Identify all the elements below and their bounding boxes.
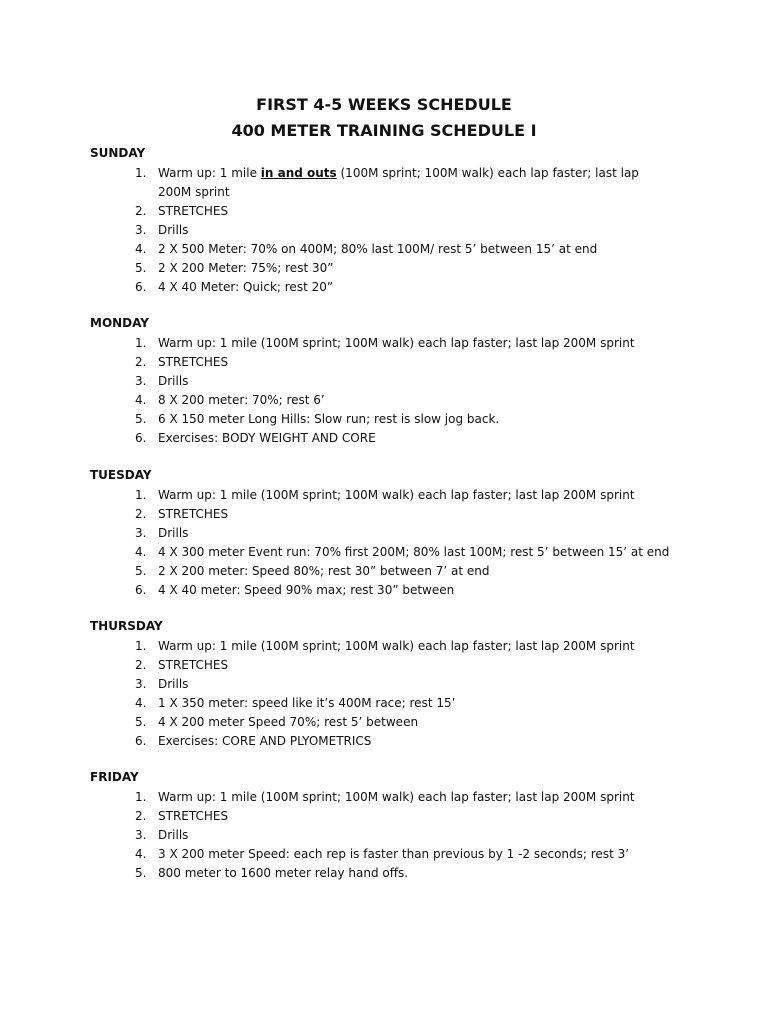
- item-number: 3.: [135, 526, 147, 540]
- item-text: Drills: [158, 223, 189, 237]
- item-number: 2.: [135, 809, 147, 823]
- item-number: 3.: [135, 828, 147, 842]
- item-number: 5.: [135, 412, 147, 426]
- item-text: Exercises: CORE AND PLYOMETRICS: [158, 734, 372, 748]
- item-number: 4.: [135, 242, 147, 256]
- list-item: [90, 713, 730, 732]
- item-number: 1.: [135, 336, 147, 350]
- exercise-list: [90, 164, 730, 297]
- item-text: 1 X 350 meter: speed like it’s 400M race; rest 15’: [158, 696, 456, 710]
- item-number: 1.: [135, 488, 147, 502]
- list-item: [90, 637, 730, 656]
- item-text: Exercises: BODY WEIGHT AND CORE: [158, 431, 376, 445]
- item-number: 4.: [135, 545, 147, 559]
- item-text: 8 X 200 meter: 70%; rest 6’: [158, 393, 325, 407]
- item-number: 6.: [135, 734, 147, 748]
- item-text: 2 X 200 meter: Speed 80%; rest 30” between 7’ at end: [158, 564, 490, 578]
- list-item: [90, 164, 730, 202]
- item-text: 3 X 200 meter Speed: each rep is faster than previous by 1 -2 seconds; rest 3’: [158, 847, 630, 861]
- list-item: [90, 807, 730, 826]
- list-item: [90, 543, 730, 562]
- item-text: Drills: [158, 374, 189, 388]
- day-heading: MONDAY: [90, 316, 149, 330]
- list-item: [90, 694, 730, 713]
- item-text: Drills: [158, 828, 189, 842]
- list-item: [90, 259, 730, 278]
- list-item: [90, 410, 730, 429]
- item-text: Warm up: 1 mile (100M sprint; 100M walk) each lap faster; last lap 200M sprint: [158, 336, 635, 350]
- list-item: [90, 429, 730, 448]
- item-number: 2.: [135, 658, 147, 672]
- document-subtitle: 400 METER TRAINING SCHEDULE I: [231, 121, 537, 140]
- item-text: 2 X 500 Meter: 70% on 400M; 80% last 100M/ rest 5’ between 15’ at end: [158, 242, 598, 256]
- item-number: 6.: [135, 280, 147, 294]
- emphasized-text: in and outs: [260, 166, 337, 180]
- list-item: [90, 845, 730, 864]
- item-number: 2.: [135, 204, 147, 218]
- item-text: Warm up: 1 mile (100M sprint; 100M walk) each lap faster; last lap 200M sprint: [158, 790, 635, 804]
- list-item: [90, 732, 730, 751]
- day-section-tuesday: [90, 467, 730, 600]
- day-section-monday: [90, 315, 730, 448]
- item-text: [158, 164, 730, 183]
- list-item: [90, 524, 730, 543]
- exercise-list: [90, 486, 730, 600]
- item-number: 2.: [135, 355, 147, 369]
- item-text: Drills: [158, 526, 189, 540]
- day-section-friday: [90, 769, 730, 883]
- day-section-thursday: [90, 618, 730, 751]
- item-text: STRETCHES: [158, 658, 229, 672]
- item-number: 3.: [135, 677, 147, 691]
- item-text: 2 X 200 Meter: 75%; rest 30”: [158, 261, 334, 275]
- item-text-continuation: 200M sprint: [158, 185, 230, 199]
- list-item: [90, 221, 730, 240]
- list-item: [90, 581, 730, 600]
- list-item: [90, 864, 730, 883]
- list-item: [90, 656, 730, 675]
- item-text: 4 X 200 meter Speed 70%; rest 5’ between: [158, 715, 419, 729]
- item-number: 3.: [135, 374, 147, 388]
- item-number: 6.: [135, 431, 147, 445]
- list-item: [90, 391, 730, 410]
- item-number: 1.: [135, 166, 147, 180]
- item-text: 4 X 40 meter: Speed 90% max; rest 30” between: [158, 583, 455, 597]
- exercise-list: [90, 788, 730, 883]
- list-item: [90, 788, 730, 807]
- exercise-list: [90, 334, 730, 448]
- list-item: [90, 278, 730, 297]
- item-number: 5.: [135, 564, 147, 578]
- list-item: [90, 675, 730, 694]
- list-item: [90, 202, 730, 221]
- day-heading: FRIDAY: [90, 770, 139, 784]
- list-item: [90, 353, 730, 372]
- item-text: 4 X 40 Meter: Quick; rest 20”: [158, 280, 334, 294]
- item-number: 2.: [135, 507, 147, 521]
- item-number: 4.: [135, 847, 147, 861]
- day-heading: TUESDAY: [90, 468, 152, 482]
- item-number: 5.: [135, 261, 147, 275]
- item-text-part: (100M sprint; 100M walk) each lap faster; last lap: [336, 166, 639, 180]
- item-text: 4 X 300 meter Event run: 70% first 200M; 80% last 100M; rest 5’ between 15’ at end: [158, 545, 670, 559]
- list-item: [90, 334, 730, 353]
- day-section-sunday: [90, 145, 730, 297]
- item-text: Drills: [158, 677, 189, 691]
- list-item: [90, 372, 730, 391]
- item-number: 1.: [135, 790, 147, 804]
- item-number: 3.: [135, 223, 147, 237]
- item-number: 5.: [135, 866, 147, 880]
- item-number: 4.: [135, 696, 147, 710]
- list-item: [90, 826, 730, 845]
- item-text: 6 X 150 meter Long Hills: Slow run; rest is slow jog back.: [158, 412, 500, 426]
- list-item: [90, 486, 730, 505]
- document-title: FIRST 4-5 WEEKS SCHEDULE: [256, 95, 512, 114]
- item-text: 800 meter to 1600 meter relay hand offs.: [158, 866, 409, 880]
- item-text: STRETCHES: [158, 507, 229, 521]
- item-text: Warm up: 1 mile (100M sprint; 100M walk) each lap faster; last lap 200M sprint: [158, 639, 635, 653]
- item-text: STRETCHES: [158, 809, 229, 823]
- day-heading: SUNDAY: [90, 146, 146, 160]
- list-item: [90, 505, 730, 524]
- item-text: Warm up: 1 mile (100M sprint; 100M walk) each lap faster; last lap 200M sprint: [158, 488, 635, 502]
- day-heading: THURSDAY: [90, 619, 163, 633]
- item-text-part: Warm up: 1 mile: [158, 166, 261, 180]
- item-number: 1.: [135, 639, 147, 653]
- list-item: [90, 562, 730, 581]
- item-number: 6.: [135, 583, 147, 597]
- item-number: 4.: [135, 393, 147, 407]
- exercise-list: [90, 637, 730, 751]
- list-item: [90, 240, 730, 259]
- item-text: STRETCHES: [158, 204, 229, 218]
- item-text: STRETCHES: [158, 355, 229, 369]
- item-number: 5.: [135, 715, 147, 729]
